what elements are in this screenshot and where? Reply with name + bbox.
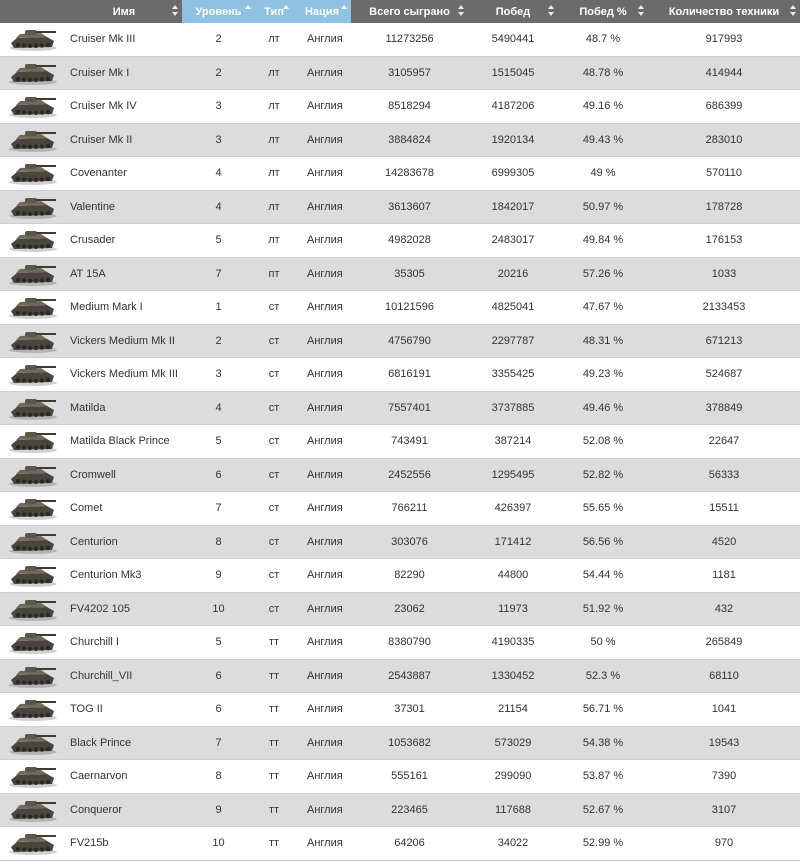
vehicle-count: 378849 [705, 401, 743, 414]
wins-count: 44800 [497, 569, 529, 582]
header-name[interactable]: Имя [66, 0, 182, 23]
tank-type: тт [268, 770, 280, 783]
tank-icon [7, 763, 59, 789]
wins-count: 1842017 [491, 200, 535, 213]
tank-thumbnail [0, 428, 66, 454]
win-percentage: 55.65 % [582, 502, 624, 515]
table-row[interactable] [0, 693, 800, 727]
table-row[interactable] [0, 492, 800, 526]
tank-icon [7, 261, 59, 287]
header-wins[interactable]: Побед [468, 0, 558, 23]
tank-thumbnail [0, 294, 66, 320]
tank-nation: Англия [307, 770, 343, 783]
tank-thumbnail [0, 26, 66, 52]
table-row[interactable] [0, 325, 800, 359]
tank-thumbnail [0, 261, 66, 287]
tank-nation: Англия [307, 502, 343, 515]
tank-icon [7, 60, 59, 86]
wins-count: 1330452 [491, 669, 535, 682]
wins-count: 573029 [494, 736, 532, 749]
tank-icon [7, 395, 59, 421]
tank-name: Medium Mark I [70, 301, 143, 314]
tank-name: AT 15A [70, 267, 106, 280]
tank-thumbnail [0, 696, 66, 722]
win-percentage: 56.71 % [582, 703, 624, 716]
tank-type: ст [268, 301, 280, 314]
tank-level: 6 [215, 468, 222, 481]
tank-nation: Англия [307, 703, 343, 716]
tank-name: TOG II [70, 703, 103, 716]
sort-arrows-icon[interactable] [458, 5, 464, 17]
tank-icon [7, 361, 59, 387]
battles-total: 14283678 [385, 167, 434, 180]
header-nation[interactable]: Нация [293, 0, 351, 23]
tank-level: 4 [215, 401, 222, 414]
win-percentage: 49 % [590, 167, 616, 180]
tank-icon [7, 663, 59, 689]
table-row[interactable] [0, 258, 800, 292]
tank-nation: Англия [307, 569, 343, 582]
tank-thumbnail [0, 328, 66, 354]
tank-icon [7, 127, 59, 153]
table-row[interactable] [0, 827, 800, 861]
vehicle-count: 432 [714, 602, 734, 615]
vehicle-count: 686399 [705, 100, 743, 113]
header-level[interactable]: Уровень [182, 0, 255, 23]
tank-nation: Англия [307, 334, 343, 347]
tank-icon [7, 529, 59, 555]
tank-thumbnail [0, 495, 66, 521]
tank-type: лт [268, 200, 280, 213]
tank-type: лт [268, 66, 280, 79]
vehicle-count: 176153 [705, 234, 743, 247]
tank-type: ст [268, 602, 280, 615]
wins-count: 2297787 [491, 334, 535, 347]
win-percentage: 57.26 % [582, 267, 624, 280]
win-percentage: 50.97 % [582, 200, 624, 213]
battles-total: 2452556 [388, 468, 431, 481]
tank-icon [7, 328, 59, 354]
tank-type: лт [268, 234, 280, 247]
wins-count: 2483017 [491, 234, 535, 247]
win-percentage: 48.31 % [582, 334, 624, 347]
tank-nation: Англия [307, 368, 343, 381]
header-image-col [0, 0, 66, 23]
tank-icon [7, 495, 59, 521]
win-percentage: 52.67 % [582, 803, 624, 816]
tank-icon [7, 26, 59, 52]
win-percentage: 49.46 % [582, 401, 624, 414]
tank-nation: Англия [307, 435, 343, 448]
tank-type: лт [268, 167, 280, 180]
tank-type: лт [268, 33, 280, 46]
tank-thumbnail [0, 629, 66, 655]
header-total[interactable]: Всего сыграно [351, 0, 468, 23]
battles-total: 8518294 [388, 100, 431, 113]
tank-level: 6 [215, 669, 222, 682]
tank-type: ст [268, 435, 280, 448]
vehicle-count: 970 [714, 837, 734, 850]
wins-count: 1295495 [491, 468, 535, 481]
table-header [0, 0, 800, 23]
tank-level: 9 [215, 803, 222, 816]
tank-level: 2 [215, 33, 222, 46]
tank-name: FV215b [70, 837, 109, 850]
tank-name: Centurion Mk3 [70, 569, 142, 582]
tank-level: 8 [215, 535, 222, 548]
tank-level: 9 [215, 569, 222, 582]
wins-count: 3355425 [491, 368, 535, 381]
battles-total: 303076 [391, 535, 428, 548]
tank-icon [7, 797, 59, 823]
battles-total: 3884824 [388, 133, 431, 146]
tank-icon [7, 462, 59, 488]
vehicle-count: 524687 [705, 368, 743, 381]
wins-count: 20216 [497, 267, 529, 280]
wins-count: 117688 [495, 803, 531, 816]
win-percentage: 53.87 % [582, 770, 624, 783]
table-row[interactable] [0, 626, 800, 660]
battles-total: 4756790 [388, 334, 431, 347]
vehicle-count: 1181 [712, 569, 736, 582]
tank-nation: Англия [307, 837, 343, 850]
table-row[interactable] [0, 727, 800, 761]
tank-icon [7, 830, 59, 856]
tank-nation: Англия [307, 468, 343, 481]
tank-thumbnail [0, 529, 66, 555]
battles-total: 7557401 [388, 401, 431, 414]
win-percentage: 51.92 % [582, 602, 624, 615]
win-percentage: 54.38 % [582, 736, 624, 749]
win-percentage: 49.43 % [582, 133, 624, 146]
wins-count: 6999305 [491, 167, 535, 180]
tank-icon [7, 194, 59, 220]
tank-icon [7, 294, 59, 320]
tank-nation: Англия [307, 33, 343, 46]
table-row[interactable] [0, 124, 800, 158]
tank-level: 6 [215, 703, 222, 716]
vehicle-count: 265849 [705, 636, 743, 649]
wins-count: 5490441 [491, 33, 535, 46]
tank-level: 3 [215, 133, 222, 146]
tank-thumbnail [0, 730, 66, 756]
tank-level: 1 [215, 301, 222, 314]
tank-name: Cruiser Mk II [70, 133, 133, 146]
tank-name: Black Prince [70, 736, 132, 749]
wins-count: 1515045 [491, 66, 535, 79]
vehicle-count: 671213 [705, 334, 743, 347]
battles-total: 82290 [394, 569, 425, 582]
wins-count: 21154 [498, 703, 528, 716]
vehicle-count: 7390 [711, 770, 737, 783]
tank-level: 7 [215, 267, 222, 280]
tank-type: тт [268, 837, 280, 850]
tank-icon [7, 562, 59, 588]
wins-count: 4825041 [491, 301, 535, 314]
tank-icon [7, 160, 59, 186]
tank-name: Crusader [70, 234, 116, 247]
win-percentage: 52.82 % [582, 468, 624, 481]
table-row[interactable] [0, 425, 800, 459]
wins-count: 4187206 [491, 100, 535, 113]
table-row[interactable] [0, 90, 800, 124]
tank-thumbnail [0, 797, 66, 823]
tank-type: ст [268, 401, 280, 414]
tank-name: Valentine [70, 200, 116, 213]
tank-nation: Англия [307, 200, 343, 213]
win-percentage: 54.44 % [582, 569, 624, 582]
tank-thumbnail [0, 127, 66, 153]
table-row[interactable] [0, 559, 800, 593]
table-row[interactable] [0, 23, 800, 57]
tank-thumbnail [0, 227, 66, 253]
tank-name: Caernarvon [70, 770, 128, 783]
tank-nation: Англия [307, 167, 343, 180]
tank-name: Vickers Medium Mk III [70, 368, 178, 381]
tank-type: ст [268, 502, 280, 515]
win-percentage: 49.84 % [582, 234, 624, 247]
table-row[interactable] [0, 191, 800, 225]
battles-total: 766211 [391, 502, 428, 515]
header-win-pct[interactable]: Побед % [558, 0, 648, 23]
tank-type: тт [268, 803, 280, 816]
tank-thumbnail [0, 596, 66, 622]
tank-icon [7, 629, 59, 655]
tank-nation: Англия [307, 234, 343, 247]
sort-arrows-icon[interactable] [548, 5, 554, 17]
tank-level: 8 [215, 770, 222, 783]
wins-count: 299090 [494, 770, 532, 783]
tank-nation: Англия [307, 66, 343, 79]
sort-arrows-icon[interactable] [638, 5, 644, 17]
battles-total: 743491 [391, 435, 428, 448]
battles-total: 11273256 [385, 33, 434, 46]
wins-count: 34022 [497, 837, 529, 850]
vehicle-count: 19543 [708, 736, 740, 749]
tank-level: 4 [215, 167, 222, 180]
tank-nation: Англия [307, 602, 343, 615]
tank-level: 3 [215, 368, 222, 381]
tank-name: FV4202 105 [70, 602, 130, 615]
table-row[interactable] [0, 57, 800, 91]
tank-type: тт [268, 636, 280, 649]
battles-total: 3613607 [388, 200, 431, 213]
vehicle-count: 4520 [711, 535, 737, 548]
tank-type: ст [268, 468, 280, 481]
tank-level: 5 [215, 636, 222, 649]
battles-total: 1053682 [388, 736, 431, 749]
table-row[interactable] [0, 392, 800, 426]
tank-thumbnail [0, 763, 66, 789]
vehicle-count: 570110 [706, 167, 742, 180]
wins-count: 4190335 [491, 636, 535, 649]
tank-type: ст [268, 535, 280, 548]
tank-level: 7 [215, 502, 222, 515]
win-percentage: 52.08 % [582, 435, 624, 448]
tank-type: ст [268, 368, 280, 381]
battles-total: 3105957 [388, 66, 431, 79]
tank-thumbnail [0, 160, 66, 186]
table-body [0, 23, 800, 861]
tank-name: Centurion [70, 535, 118, 548]
vehicle-count: 1033 [711, 267, 737, 280]
vehicle-count: 283010 [705, 133, 743, 146]
table-row[interactable] [0, 459, 800, 493]
tank-level: 5 [215, 435, 222, 448]
sort-arrows-icon[interactable] [790, 5, 796, 17]
tank-name: Comet [70, 502, 103, 515]
header-type[interactable]: Тип [255, 0, 293, 23]
tank-icon [7, 227, 59, 253]
battles-total: 8380790 [388, 636, 431, 649]
table-row[interactable] [0, 291, 800, 325]
tank-thumbnail [0, 361, 66, 387]
tank-nation: Англия [307, 301, 343, 314]
tank-type: ст [268, 569, 280, 582]
tank-nation: Англия [307, 100, 343, 113]
tank-level: 5 [215, 234, 222, 247]
tank-thumbnail [0, 93, 66, 119]
battles-total: 35305 [394, 267, 425, 280]
tank-nation: Англия [307, 669, 343, 682]
tank-name: Matilda [70, 401, 106, 414]
tank-type: тт [268, 669, 280, 682]
sort-arrows-icon[interactable] [172, 5, 178, 17]
vehicle-count: 15511 [709, 502, 739, 515]
vehicle-count: 3107 [711, 803, 737, 816]
tank-icon [7, 596, 59, 622]
battles-total: 64206 [394, 837, 425, 850]
tank-name: Matilda Black Prince [70, 435, 170, 448]
battles-total: 4982028 [388, 234, 431, 247]
tank-nation: Англия [307, 401, 343, 414]
tank-name: Churchill_VII [70, 669, 133, 682]
battles-total: 37301 [394, 703, 425, 716]
vehicle-count: 1041 [711, 703, 737, 716]
tank-name: Cruiser Mk I [70, 66, 130, 79]
win-percentage: 50 % [590, 636, 616, 649]
tank-thumbnail [0, 395, 66, 421]
table-row[interactable] [0, 593, 800, 627]
tank-level: 2 [215, 66, 222, 79]
tank-thumbnail [0, 462, 66, 488]
table-row[interactable] [0, 358, 800, 392]
vehicle-count: 56333 [708, 468, 740, 481]
wins-count: 11973 [498, 602, 528, 615]
battles-total: 555161 [391, 770, 428, 783]
win-percentage: 47.67 % [582, 301, 624, 314]
wins-count: 3737885 [491, 401, 535, 414]
tank-level: 10 [212, 837, 225, 850]
table-row[interactable] [0, 794, 800, 828]
tank-type: лт [268, 100, 280, 113]
tank-name: Churchill I [70, 636, 119, 649]
table-row[interactable] [0, 660, 800, 694]
tank-name: Conqueror [70, 803, 122, 816]
tank-level: 7 [215, 736, 222, 749]
vehicle-count: 68110 [709, 669, 739, 682]
win-percentage: 52.3 % [585, 669, 621, 682]
tank-level: 2 [215, 334, 222, 347]
tank-nation: Англия [307, 636, 343, 649]
tank-nation: Англия [307, 803, 343, 816]
vehicle-count: 917993 [705, 33, 743, 46]
tank-name: Cromwell [70, 468, 116, 481]
tank-type: тт [268, 703, 280, 716]
tank-name: Cruiser Mk III [70, 33, 136, 46]
vehicle-count: 22647 [708, 435, 740, 448]
win-percentage: 56.56 % [582, 535, 624, 548]
win-percentage: 49.23 % [582, 368, 624, 381]
header-vehicles[interactable]: Количество техники [648, 0, 800, 23]
tank-thumbnail [0, 562, 66, 588]
win-percentage: 48.78 % [582, 66, 624, 79]
battles-total: 6816191 [388, 368, 431, 381]
table-row[interactable] [0, 526, 800, 560]
tank-level: 4 [215, 200, 222, 213]
vehicle-count: 178728 [705, 200, 743, 213]
tank-type: пт [268, 267, 280, 280]
tank-level: 3 [215, 100, 222, 113]
wins-count: 1920134 [491, 133, 535, 146]
wins-count: 426397 [494, 502, 532, 515]
vehicle-count: 414944 [705, 66, 743, 79]
tank-icon [7, 696, 59, 722]
battles-total: 2543887 [388, 669, 431, 682]
tank-type: лт [268, 133, 280, 146]
win-percentage: 49.16 % [582, 100, 624, 113]
tank-thumbnail [0, 60, 66, 86]
win-percentage: 48.7 % [585, 33, 621, 46]
tank-icon [7, 93, 59, 119]
tank-nation: Англия [307, 133, 343, 146]
battles-total: 223465 [391, 803, 428, 816]
sort-asc-icon[interactable] [245, 5, 251, 17]
tank-thumbnail [0, 194, 66, 220]
tank-icon [7, 428, 59, 454]
tank-level: 10 [212, 602, 225, 615]
tank-icon [7, 730, 59, 756]
tank-name: Covenanter [70, 167, 127, 180]
wins-count: 171412 [494, 535, 532, 548]
sort-asc-icon[interactable] [341, 5, 347, 17]
sort-asc-icon[interactable] [283, 5, 289, 17]
tank-nation: Англия [307, 267, 343, 280]
tank-nation: Англия [307, 736, 343, 749]
tank-thumbnail [0, 663, 66, 689]
table-row[interactable] [0, 760, 800, 794]
battles-total: 10121596 [385, 301, 434, 314]
win-percentage: 52.99 % [582, 837, 624, 850]
tank-type: ст [268, 334, 280, 347]
tank-nation: Англия [307, 535, 343, 548]
tank-name: Vickers Medium Mk II [70, 334, 175, 347]
battles-total: 23062 [394, 602, 425, 615]
tank-type: тт [268, 736, 280, 749]
vehicle-count: 2133453 [702, 301, 746, 314]
table-row[interactable] [0, 157, 800, 191]
tank-name: Cruiser Mk IV [70, 100, 137, 113]
wins-count: 387214 [494, 435, 532, 448]
tank-thumbnail [0, 830, 66, 856]
table-row[interactable] [0, 224, 800, 258]
